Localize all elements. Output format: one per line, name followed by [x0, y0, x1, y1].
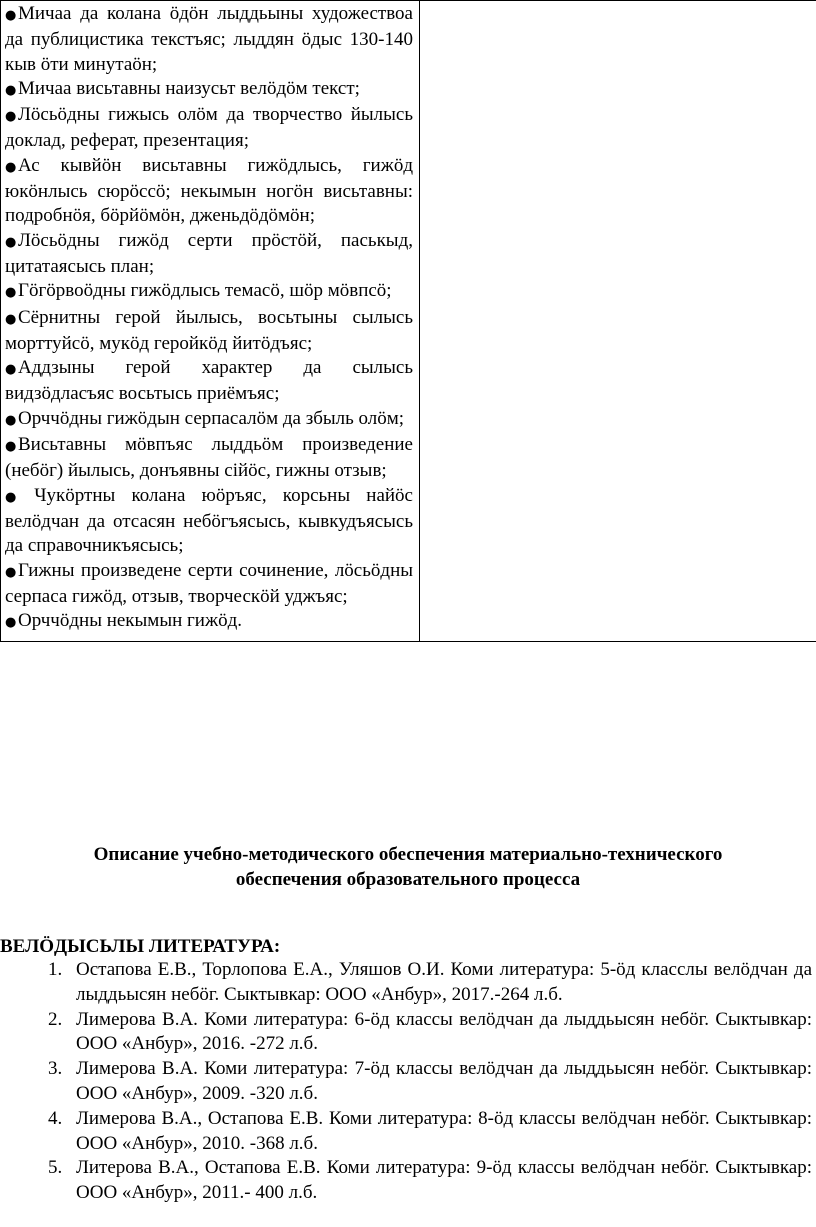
- item-text: Лимерова В.А., Остапова Е.В. Коми литература: 8-ӧд классы велӧдчан небӧг. Сыктывкар: ООО «Анбур», 2010. -368 л.б.: [76, 1107, 812, 1154]
- empty-cell: [420, 1, 816, 642]
- list-item: ●Лӧсьӧдны гижӧд серти прӧстӧй, паськыд, цитатаясысь план;: [5, 229, 413, 277]
- list-item: [0, 1008, 812, 1058]
- skills-list: [5, 2, 413, 635]
- list-item: ●Гижны произведене серти сочинение, лӧсьӧдны серпаса гижӧд, отзыв, творческӧй уджъяс;: [5, 559, 413, 607]
- list-item: ●Аддзыны герой характер да сылысь видзӧдласъяс восьтысь приёмъяс;: [5, 357, 413, 405]
- item-text: Лимерова В.А. Коми литература: 6-ӧд классы велӧдчан да лыддьысян небӧг. Сыктывкар: ООО «Анбур», 2016. -272 л.б.: [76, 1008, 812, 1055]
- bullet-icon: ●: [5, 8, 17, 23]
- list-item: ●Орччӧдны некымын гижӧд.: [5, 609, 413, 635]
- bullet-icon: ●: [5, 412, 17, 428]
- list-item: ●Мичаа да колана ӧдӧн лыддьыны художествоа да публицистика текстъяс; лыддян ӧдыс 130-140 кыв ӧти минутаӧн;: [5, 3, 413, 75]
- section-title-line-1: Описание учебно-методического обеспечения материально-технического: [93, 844, 723, 865]
- list-item: ●Лӧсьӧдны гижысь олӧм да творчество йылысь доклад, реферат, презентация;: [5, 104, 413, 152]
- bullet-icon: ●: [5, 439, 17, 455]
- literature-list: [0, 958, 812, 1206]
- list-item: ●Орччӧдны гижӧдын серпасалӧм да збыль олӧм;: [5, 407, 413, 433]
- bullet-icon: ●: [5, 615, 17, 631]
- list-item: ●Сёрнитны герой йылысь, восьтыны сылысь морттуйсӧ, мукӧд геройкӧд йитӧдъяс;: [5, 306, 413, 354]
- bullet-icon: ●: [5, 234, 17, 250]
- item-text: Лимерова В.А. Коми литература: 7-ӧд классы велӧдчан да лыддьысян небӧг. Сыктывкар: ООО «Анбур», 2009. -320 л.б.: [76, 1058, 812, 1104]
- item-number: 4.: [48, 1107, 63, 1129]
- section-title-line-2: обеспечения образовательного процесса: [235, 869, 581, 890]
- section-title: [40, 842, 776, 892]
- item-number: 2.: [48, 1008, 63, 1030]
- bullet-icon: ●: [5, 109, 17, 125]
- list-item: [0, 958, 812, 1008]
- literature-heading: ВЕЛӦДЫСЬЛЫ ЛИТЕРАТУРА:: [0, 936, 281, 957]
- list-item: ●Мичаа висьтавны наизусьт велӧдӧм текст;: [5, 77, 413, 103]
- list-item: ●Гӧгӧрвоӧдны гижӧдлысь темасӧ, шӧр мӧвпсӧ;: [5, 279, 413, 305]
- item-number: 5.: [48, 1157, 63, 1179]
- list-item: ● Чукӧртны колана юӧръяс, корсьны найӧс велӧдчан да отсасян небӧгъясысь, кывкудъясысь да справочникъясысь;: [5, 484, 413, 557]
- bullet-icon: ●: [5, 159, 17, 175]
- bullet-icon: ●: [5, 311, 17, 327]
- bullet-icon: ●: [5, 362, 17, 378]
- skills-cell: [1, 1, 420, 642]
- list-item: [0, 1057, 812, 1107]
- list-item: ●Ас кывйӧн висьтавны гижӧдлысь, гижӧд юкӧнлысь сюрӧссӧ; некымын ногӧн висьтавны: подробнӧя, бӧрйӧмӧн, дженьдӧдӧмӧн;: [5, 154, 413, 227]
- bullet-icon: ●: [5, 285, 17, 301]
- list-item: [0, 1156, 812, 1206]
- list-item: ●Висьтавны мӧвпъяс лыддьӧм произведение (небӧг) йылысь, донъявны сійӧс, гижны отзыв;: [5, 434, 413, 482]
- table-row: [1, 1, 816, 642]
- bullet-icon: ●: [5, 564, 17, 580]
- list-item: [0, 1107, 812, 1157]
- item-number: 1.: [48, 959, 63, 980]
- bullet-icon: ●: [5, 82, 17, 98]
- item-text: Остапова Е.В., Торлопова Е.А., Уляшов О.И. Коми литература: 5-ӧд класслы велӧдчан да лыддьысян небӧг. Сыктывкар: ООО «Анбур», 2017.-264 л.б.: [76, 959, 812, 1005]
- item-text: Литерова В.А., Остапова Е.В. Коми литература: 9-ӧд классы велӧдчан небӧг. Сыктывкар: ООО «Анбур», 2011.- 400 л.б.: [76, 1157, 812, 1204]
- bullet-icon: ●: [5, 489, 17, 505]
- item-number: 3.: [48, 1058, 63, 1080]
